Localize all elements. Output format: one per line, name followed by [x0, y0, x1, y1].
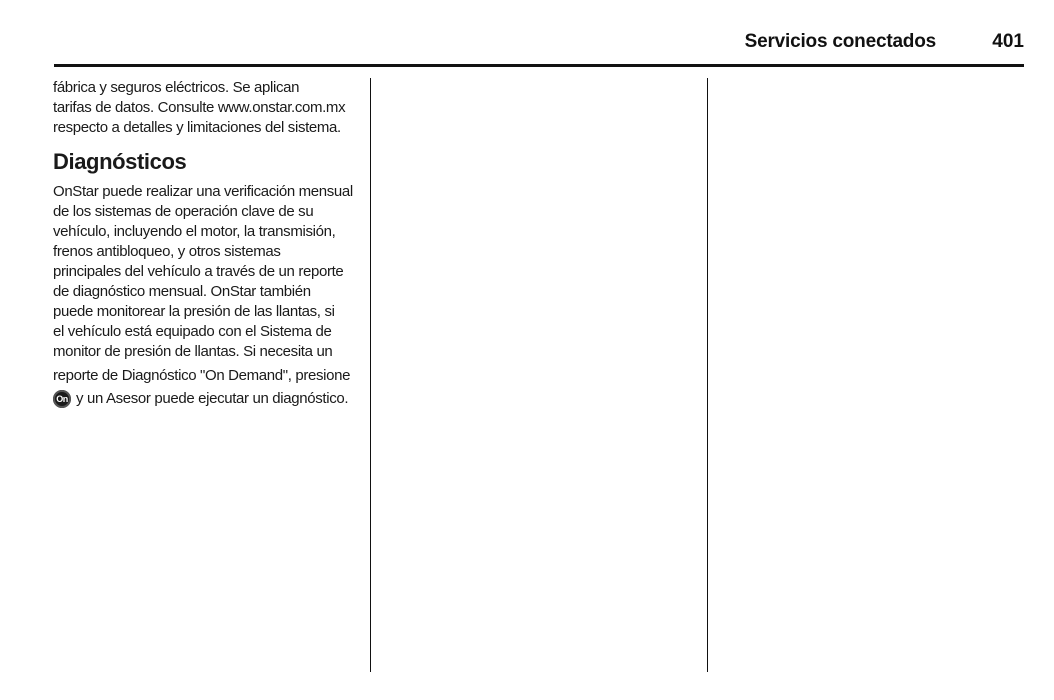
- intro-line: tarifas de datos. Consulte www.onstar.com.mx: [53, 99, 346, 116]
- body-line: vehículo, incluyendo el motor, la transmisión,: [53, 223, 336, 240]
- column-divider-2: [707, 78, 708, 672]
- body-line: el vehículo está equipado con el Sistema de: [53, 323, 332, 340]
- body-line: frenos antibloqueo, y otros sistemas: [53, 243, 281, 260]
- onstar-button-icon: On: [53, 390, 71, 408]
- body-line: de los sistemas de operación clave de su: [53, 203, 314, 220]
- text-column-1: [53, 78, 358, 409]
- intro-line: respecto a detalles y limitaciones del sistema.: [53, 119, 341, 136]
- body-line: OnStar puede realizar una verificación mensual: [53, 183, 353, 200]
- final-line-text: y un Asesor puede ejecutar un diagnóstico.: [76, 390, 349, 407]
- final-line: [53, 389, 358, 409]
- body-line: principales del vehículo a través de un reporte: [53, 263, 344, 280]
- body-line: de diagnóstico mensual. OnStar también: [53, 283, 311, 300]
- body-line: monitor de presión de llantas. Si necesita un: [53, 343, 333, 360]
- column-divider-1: [370, 78, 371, 672]
- body-line: reporte de Diagnóstico "On Demand", presione: [53, 367, 351, 384]
- body-line: puede monitorear la presión de las llantas, si: [53, 303, 335, 320]
- section-title: Servicios conectados: [744, 31, 936, 52]
- page-number: 401: [992, 31, 1024, 52]
- intro-line: fábrica y seguros eléctricos. Se aplican: [53, 79, 300, 96]
- section-heading: Diagnósticos: [53, 149, 187, 174]
- page-header: [54, 28, 1024, 67]
